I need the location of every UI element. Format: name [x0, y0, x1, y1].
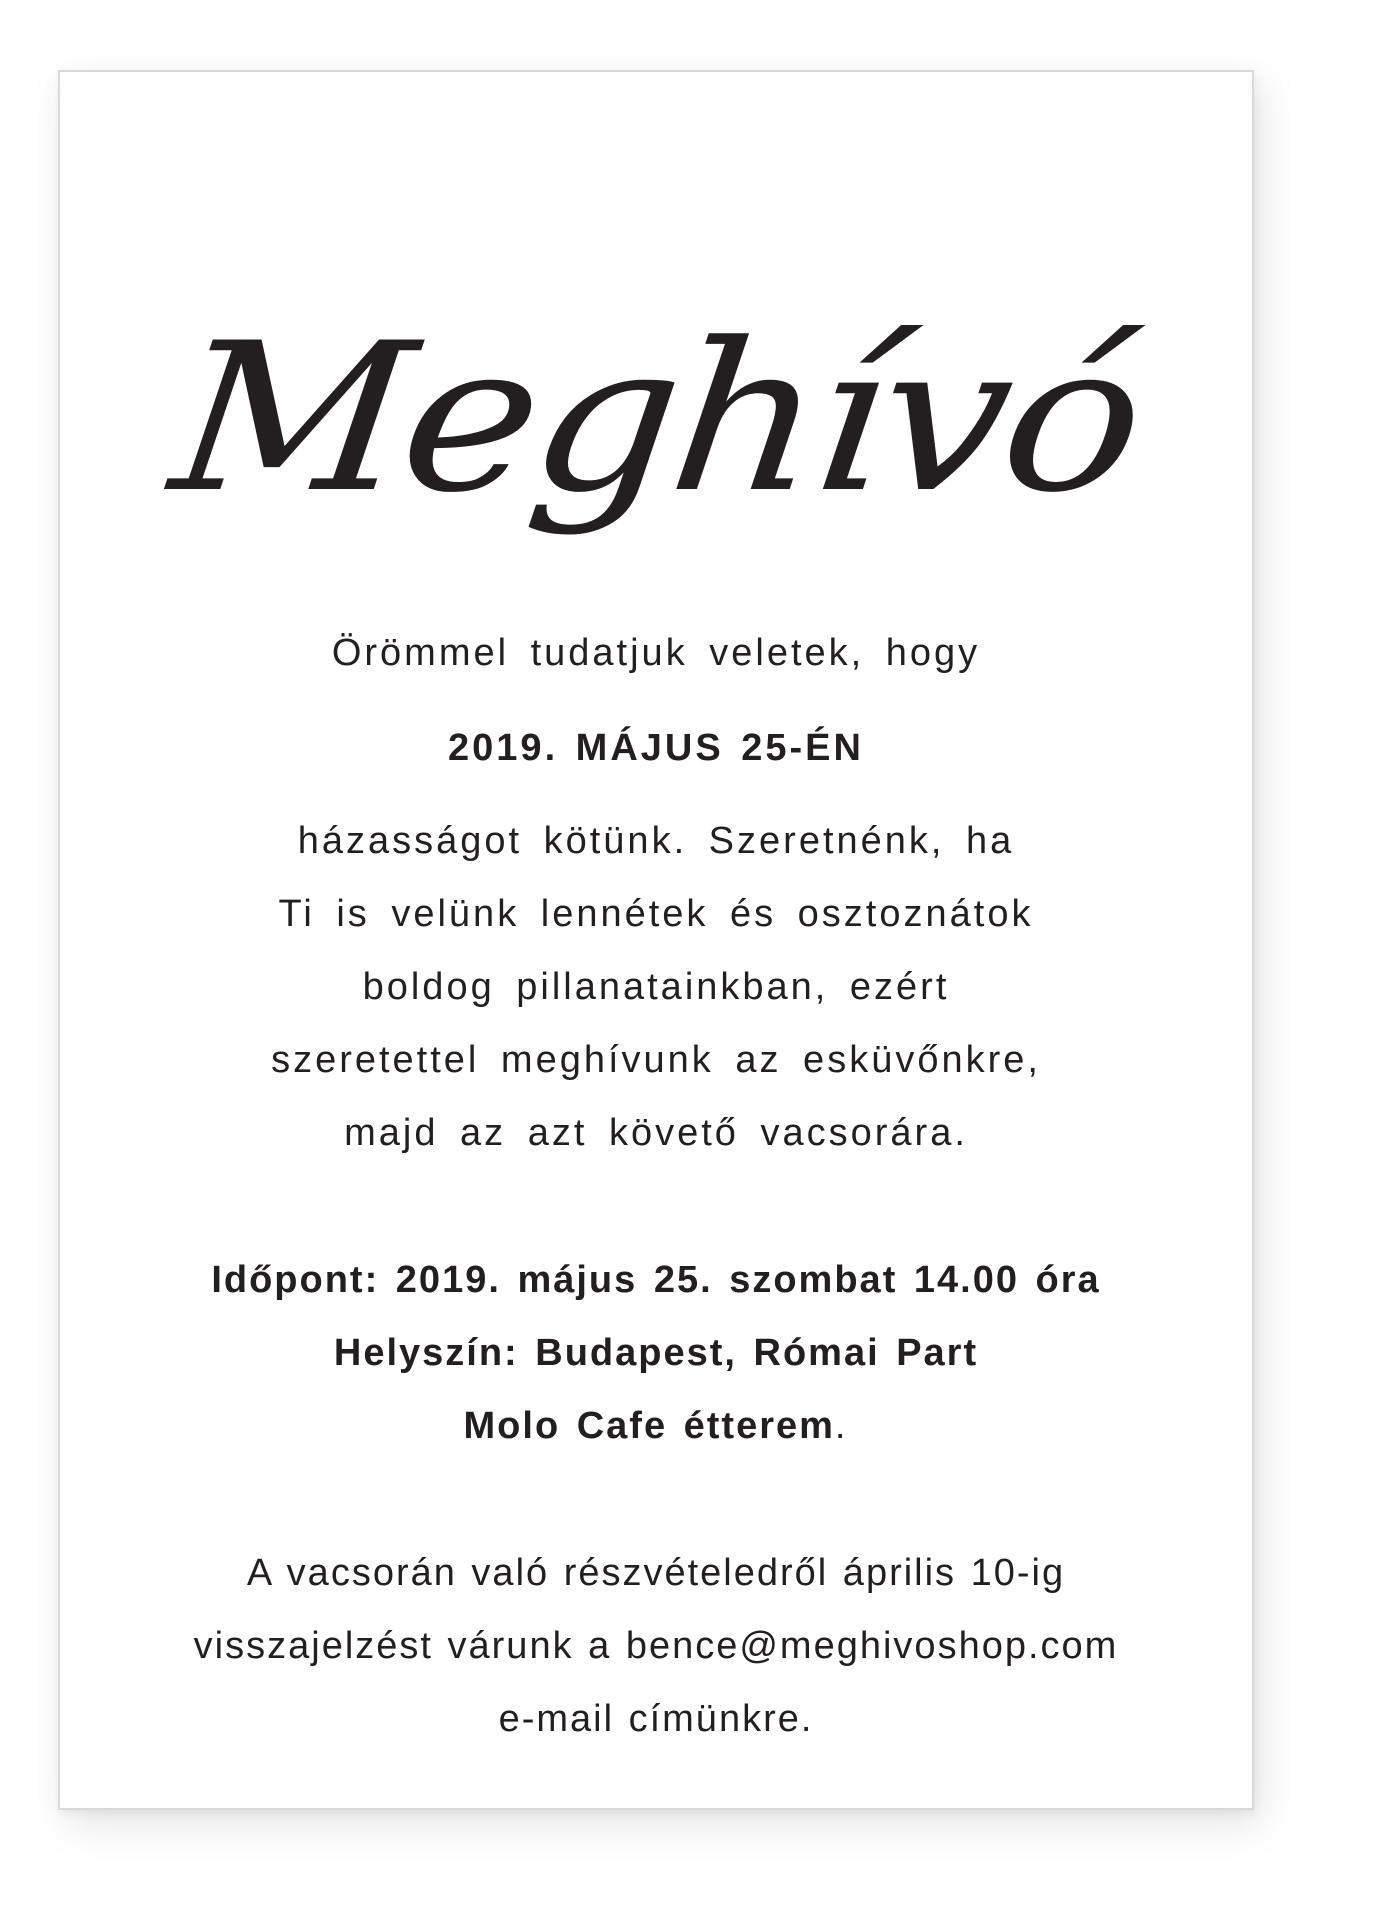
- rsvp-line-3: e-mail címünkre.: [498, 1698, 814, 1740]
- body-line-4: szeretettel meghívunk az esküvőnkre,: [271, 1039, 1041, 1081]
- wedding-date: 2019. MÁJUS 25-ÉN: [448, 727, 864, 769]
- body-line-1: házasságot kötünk. Szeretnénk, ha: [297, 820, 1015, 862]
- event-time: Időpont: 2019. május 25. szombat 14.00 óra: [211, 1259, 1101, 1301]
- rsvp-line-1: A vacsorán való részvételedről április 10-ig: [246, 1552, 1066, 1594]
- venue-name: Molo Cafe étterem: [463, 1405, 835, 1447]
- venue-period: .: [834, 1405, 849, 1447]
- rsvp-line-2: visszajelzést várunk a bence@meghivoshop.com: [193, 1625, 1119, 1667]
- body-line-5: majd az azt követő vacsorára.: [344, 1112, 968, 1154]
- body-line-2: Ti is velünk lennétek és osztoznátok: [278, 893, 1034, 935]
- event-place: Helyszín: Budapest, Római Part: [333, 1332, 979, 1374]
- title-area: [60, 257, 1252, 637]
- intro-text: Örömmel tudatjuk veletek, hogy: [331, 632, 981, 674]
- event-venue: [60, 1405, 1252, 1448]
- body-line-3: boldog pillanatainkban, ezért: [362, 966, 950, 1008]
- invitation-title: Meghívó: [161, 300, 1151, 538]
- invitation-card: [58, 70, 1254, 1810]
